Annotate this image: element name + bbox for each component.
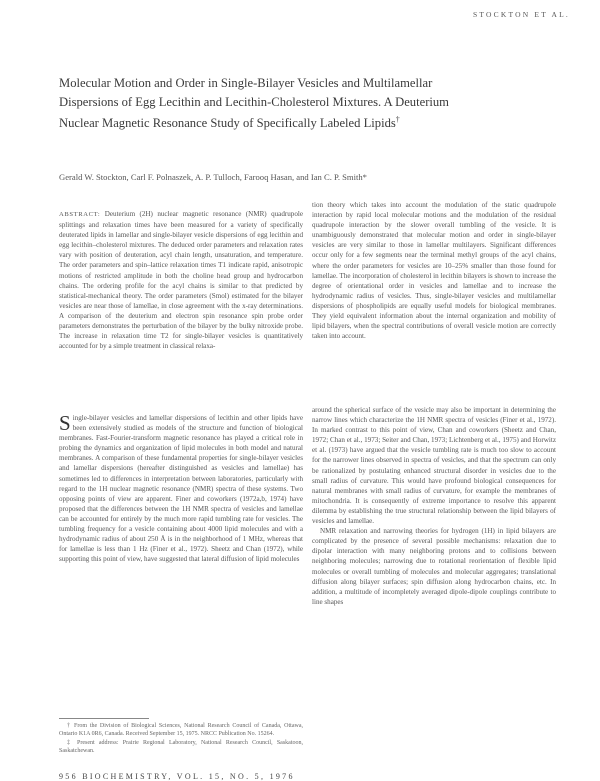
- abstract-right-column: [312, 200, 556, 361]
- abstract-text-right: tion theory which takes into account the modulation of the static quadrupole interaction by rapid local molecular motions and the modulation of the residual quadrupole interaction by the slower overall tumbling of the vesicle. It is unambiguously demonstrated that molecular motion and order in single-bilayer vesicles are very similar to those in lamellar multilayers. Significant differences occur only for a few segments near the terminal methyl groups of the acyl chains, where the order parameters for vesicles are 10–25% smaller than those found for lamellae. The incorporation of cholesterol in lecithin bilayers is shown to increase the degree of orientational order in vesicles and lamellae and to increase the hydrodynamic radius of vesicles. Thus, single-bilayer vesicles and multilamellar dispersions of phospholipids are equally useful models for biological membranes. They yield equivalent information about the internal organization and mobility of lipid bilayers, when the spectral contributions of overall vesicle motion are correctly taken into account.: [312, 201, 556, 341]
- abstract-label: ABSTRACT:: [59, 211, 101, 218]
- page-footer: 956 BIOCHEMISTRY, VOL. 15, NO. 5, 1976: [59, 772, 295, 781]
- abstract-left-column: [59, 209, 303, 390]
- body-left-column: [59, 413, 303, 713]
- author-list: Gerald W. Stockton, Carl F. Polnaszek, A. P. Tulloch, Farooq Hasan, and Ian C. P. Smith*: [59, 172, 367, 182]
- running-head: STOCKTON ET AL.: [473, 10, 570, 19]
- body-paragraph-1: around the spherical surface of the vesicle may also be important in determining the narrow lines which characterize the 1H NMR spectra of vesicles (Finer et al., 1972). In marked contrast to this point of view, Chan and coworkers (Sheetz and Chan, 1972; Chan et al., 1973; Seiter and Chan, 1973; Lichtenberg et al., 1975) and Horwitz et al. (1973) have argued that the vesicle tumbling rate is much too slow to account for the narrower lines observed in spectra of vesicles, and that the spectrum can only be rationalized by postulating enhanced structural disorder in vesicles due to the small radius of curvature. This would have profound biological consequences for natural membranes with small radius of curvature, for example the membranes of mitochondria. It is consequently of extreme importance to resolve this apparent dilemma by establishing the true structural relationship between the lipid bilayers of vesicles and lamellae.: [312, 406, 556, 526]
- drop-cap: S: [59, 413, 71, 435]
- body-text-left: ingle-bilayer vesicles and lamellar dispersions of lecithin and other lipids have been extensively studied as models of the structure and function of biological membranes. Fast-Fourier-transform magnetic resonance has played a critical role in probing the dynamics and organization of lipid molecules in both model and natural membranes. A comparison of these fundamental properties for single-bilayer vesicles and lamellar dispersions (hereafter distinguished as vesicles and lamellae) has sometimes led to differences in interpretation between laboratories, particularly with regard to the 1H nuclear magnetic resonance (NMR) spectra of these systems. Two opposing points of view are apparent. Finer and coworkers (1972a,b, 1974) have proposed that the differences between the 1H NMR spectra of vesicles and lamellae can be accounted for entirely by the much more rapid tumbling rate for vesicles. The tumbling frequency for a vesicle containing about 4000 lipid molecules and with a hydrodynamic radius of about 250 Å is in the neighborhood of 1 MHz, whereas that for lamellae is less than 1 Hz (Finer et al., 1972). Sheetz and Chan (1972), while supporting this point of view, have suggested that lateral diffusion of lipid molecules: [59, 414, 303, 564]
- footnote-divider: [59, 718, 149, 719]
- footnote-affiliation: † From the Division of Biological Sciences, National Research Council of Canada, Ottawa, Ontario K1A 0R6, Canada. Received September 15, 1975. NRCC Publication No. 15264.: [59, 723, 303, 738]
- body-right-column: [312, 405, 556, 767]
- abstract-text-left: Deuterium (2H) nuclear magnetic resonance (NMR) quadrupole splittings and relaxation times have been measured for a variety of specifically deuterated lipids in lamellar and single-bilayer vesicle dispersions of egg lecithin and egg lecithin–cholesterol mixtures. The deduced order parameters and relaxation rates vary with position of deuteration, acyl chain length, unsaturation, and temperature. The order parameters and spin–lattice relaxation times T1 indicate rapid, anisotropic motions of restricted amplitude in both the choline head group and hydrocarbon chains. The ordering profile for the acyl chains is similar to that predicted by statistical-mechanical theory. The order parameters (Smol) estimated for the bilayer vesicles are near those of lamellae, in close agreement with the x-ray determinations. A comparison of the deuterium and electron spin resonance spin probe order parameters demonstrates the perturbation of the bilayer by the bulky nitroxide probe. The increase in relaxation time T2 for single-bilayer vesicles is quantitatively accounted for by a simple treatment in classical relaxa-: [59, 210, 303, 351]
- title-footnote-mark: †: [395, 115, 400, 125]
- footnotes: [59, 722, 303, 755]
- footnote-present-address: ‡ Present address: Prairie Regional Laboratory, National Research Council, Saskatoon, Saskatchewan.: [59, 739, 303, 754]
- article-title: [59, 74, 459, 132]
- article-title-text: Molecular Motion and Order in Single-Bilayer Vesicles and Multilamellar Dispersions of Egg Lecithin and Lecithin-Cholesterol Mixtures. A Deuterium Nuclear Magnetic Resonance Study of Specifically Labeled Lipids: [59, 76, 449, 131]
- body-paragraph-2: NMR relaxation and narrowing theories for hydrogen (1H) in lipid bilayers are complicated by the presence of several possible mechanisms: relaxation due to dipolar interaction with many neighboring protons and to collisions between neighboring molecules; narrowing due to rotational reorientation of flexible lipid molecules or overall tumbling of molecules and molecular aggregates; translational diffusion along bilayer surfaces; spin diffusion along hydrocarbon chains, etc. In addition, a multitude of incompletely averaged dipole-dipole couplings contribute to line shapes: [312, 527, 556, 606]
